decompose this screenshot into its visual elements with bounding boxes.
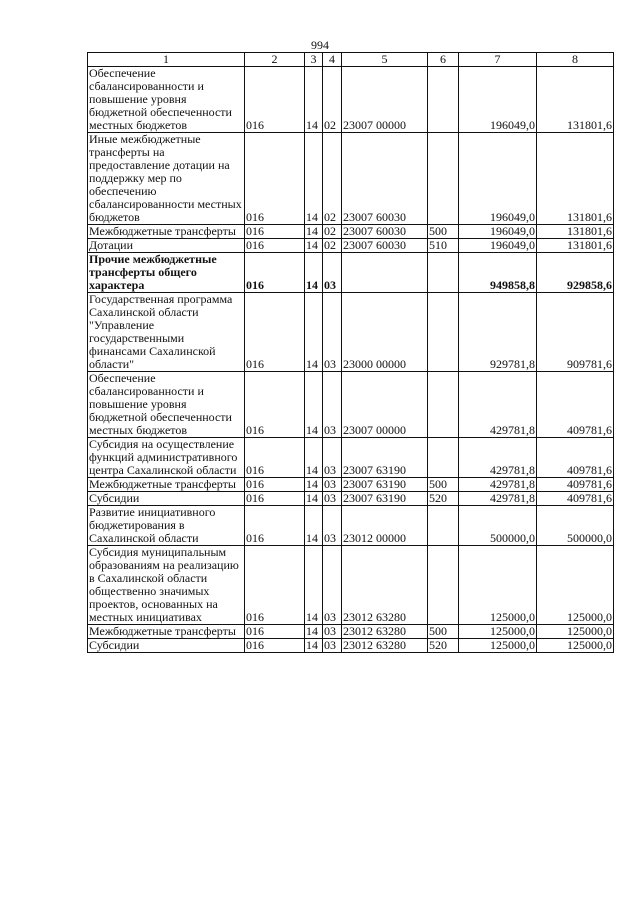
- table-row: [88, 253, 614, 293]
- row-ministry-code: 016: [245, 239, 305, 253]
- row-name: Субсидия на осуществление функций административного центра Сахалинской области: [88, 438, 245, 478]
- row-ministry-code: 016: [245, 492, 305, 506]
- table-row: [88, 372, 614, 438]
- row-target-code: 23007 63190: [342, 438, 428, 478]
- row-ministry-code: 016: [245, 546, 305, 625]
- table-row: [88, 506, 614, 546]
- row-expense-type-code: 500: [428, 625, 459, 639]
- table-row: [88, 478, 614, 492]
- row-name: Субсидии: [88, 492, 245, 506]
- row-amount-year-1: 429781,8: [459, 492, 537, 506]
- row-expense-type-code: [428, 133, 459, 225]
- row-name: Межбюджетные трансферты: [88, 478, 245, 492]
- table-row: [88, 67, 614, 133]
- row-expense-type-code: 520: [428, 639, 459, 653]
- table-row: [88, 492, 614, 506]
- row-amount-year-2: 131801,6: [537, 67, 614, 133]
- row-expense-type-code: [428, 372, 459, 438]
- row-ministry-code: 016: [245, 438, 305, 478]
- row-section-code: 14: [305, 225, 323, 239]
- row-target-code: 23012 00000: [342, 506, 428, 546]
- row-amount-year-2: 125000,0: [537, 639, 614, 653]
- row-amount-year-1: 196049,0: [459, 225, 537, 239]
- row-expense-type-code: 500: [428, 478, 459, 492]
- row-amount-year-2: 909781,6: [537, 293, 614, 372]
- table-row: [88, 239, 614, 253]
- row-section-code: 14: [305, 625, 323, 639]
- row-section-code: 14: [305, 293, 323, 372]
- row-subsection-code: 03: [323, 293, 342, 372]
- row-subsection-code: 03: [323, 372, 342, 438]
- table-row: [88, 133, 614, 225]
- row-name: Межбюджетные трансферты: [88, 225, 245, 239]
- row-subsection-code: 03: [323, 506, 342, 546]
- row-amount-year-2: 125000,0: [537, 546, 614, 625]
- row-amount-year-2: 929858,6: [537, 253, 614, 293]
- row-name: Иные межбюджетные трансферты на предоставление дотации на поддержку мер по обеспечению сбалансированности местных бюджетов: [88, 133, 245, 225]
- row-target-code: 23007 60030: [342, 225, 428, 239]
- row-ministry-code: 016: [245, 133, 305, 225]
- row-target-code: 23000 00000: [342, 293, 428, 372]
- row-target-code: 23007 00000: [342, 67, 428, 133]
- row-amount-year-2: 409781,6: [537, 478, 614, 492]
- row-name: Государственная программа Сахалинской области "Управление государственными финансами Сахалинской области": [88, 293, 245, 372]
- row-amount-year-2: 131801,6: [537, 133, 614, 225]
- row-expense-type-code: [428, 293, 459, 372]
- row-subsection-code: 02: [323, 133, 342, 225]
- row-expense-type-code: 500: [428, 225, 459, 239]
- row-ministry-code: 016: [245, 225, 305, 239]
- header-row: [88, 53, 614, 67]
- col-header: 8: [537, 53, 614, 67]
- row-section-code: 14: [305, 253, 323, 293]
- row-target-code: 23012 63280: [342, 546, 428, 625]
- row-ministry-code: 016: [245, 625, 305, 639]
- row-target-code: 23012 63280: [342, 625, 428, 639]
- table-row: [88, 625, 614, 639]
- row-target-code: [342, 253, 428, 293]
- row-amount-year-1: 949858,8: [459, 253, 537, 293]
- row-amount-year-1: 429781,8: [459, 438, 537, 478]
- row-name: Субсидии: [88, 639, 245, 653]
- row-name: Дотации: [88, 239, 245, 253]
- row-amount-year-2: 131801,6: [537, 239, 614, 253]
- row-ministry-code: 016: [245, 293, 305, 372]
- col-header: 7: [459, 53, 537, 67]
- row-expense-type-code: [428, 253, 459, 293]
- row-section-code: 14: [305, 546, 323, 625]
- row-subsection-code: 03: [323, 478, 342, 492]
- row-subsection-code: 02: [323, 239, 342, 253]
- row-ministry-code: 016: [245, 478, 305, 492]
- row-target-code: 23007 00000: [342, 372, 428, 438]
- col-header: 4: [323, 53, 342, 67]
- row-amount-year-2: 131801,6: [537, 225, 614, 239]
- row-subsection-code: 03: [323, 438, 342, 478]
- col-header: 2: [245, 53, 305, 67]
- row-section-code: 14: [305, 478, 323, 492]
- row-amount-year-1: 500000,0: [459, 506, 537, 546]
- budget-table: [87, 52, 614, 653]
- row-section-code: 14: [305, 133, 323, 225]
- table-row: [88, 639, 614, 653]
- row-section-code: 14: [305, 438, 323, 478]
- row-amount-year-1: 125000,0: [459, 625, 537, 639]
- row-ministry-code: 016: [245, 506, 305, 546]
- row-amount-year-2: 500000,0: [537, 506, 614, 546]
- col-header: 3: [305, 53, 323, 67]
- row-ministry-code: 016: [245, 67, 305, 133]
- col-header: 5: [342, 53, 428, 67]
- page-number: 994: [311, 38, 329, 52]
- row-section-code: 14: [305, 639, 323, 653]
- row-section-code: 14: [305, 492, 323, 506]
- table-row: [88, 546, 614, 625]
- row-name: Развитие инициативного бюджетирования в Сахалинской области: [88, 506, 245, 546]
- row-amount-year-1: 929781,8: [459, 293, 537, 372]
- row-expense-type-code: 510: [428, 239, 459, 253]
- table-row: [88, 438, 614, 478]
- row-amount-year-1: 196049,0: [459, 67, 537, 133]
- table-row: [88, 293, 614, 372]
- row-subsection-code: 03: [323, 253, 342, 293]
- row-ministry-code: 016: [245, 372, 305, 438]
- row-ministry-code: 016: [245, 253, 305, 293]
- row-amount-year-1: 429781,8: [459, 478, 537, 492]
- row-amount-year-1: 196049,0: [459, 239, 537, 253]
- row-amount-year-2: 409781,6: [537, 372, 614, 438]
- row-ministry-code: 016: [245, 639, 305, 653]
- row-expense-type-code: [428, 506, 459, 546]
- row-subsection-code: 03: [323, 546, 342, 625]
- row-expense-type-code: 520: [428, 492, 459, 506]
- row-amount-year-1: 125000,0: [459, 639, 537, 653]
- row-amount-year-2: 409781,6: [537, 438, 614, 478]
- row-name: Прочие межбюджетные трансферты общего характера: [88, 253, 245, 293]
- row-section-code: 14: [305, 372, 323, 438]
- row-subsection-code: 03: [323, 492, 342, 506]
- row-expense-type-code: [428, 546, 459, 625]
- row-subsection-code: 03: [323, 639, 342, 653]
- row-amount-year-1: 196049,0: [459, 133, 537, 225]
- table-row: [88, 225, 614, 239]
- row-target-code: 23012 63280: [342, 639, 428, 653]
- row-subsection-code: 02: [323, 67, 342, 133]
- row-expense-type-code: [428, 67, 459, 133]
- row-section-code: 14: [305, 67, 323, 133]
- row-expense-type-code: [428, 438, 459, 478]
- row-target-code: 23007 60030: [342, 133, 428, 225]
- row-amount-year-1: 125000,0: [459, 546, 537, 625]
- row-section-code: 14: [305, 506, 323, 546]
- row-target-code: 23007 63190: [342, 478, 428, 492]
- col-header: 1: [88, 53, 245, 67]
- row-subsection-code: 03: [323, 625, 342, 639]
- col-header: 6: [428, 53, 459, 67]
- row-amount-year-1: 429781,8: [459, 372, 537, 438]
- row-subsection-code: 02: [323, 225, 342, 239]
- row-amount-year-2: 409781,6: [537, 492, 614, 506]
- row-amount-year-2: 125000,0: [537, 625, 614, 639]
- row-name: Обеспечение сбалансированности и повышение уровня бюджетной обеспеченности местных бюджетов: [88, 372, 245, 438]
- row-target-code: 23007 63190: [342, 492, 428, 506]
- row-name: Обеспечение сбалансированности и повышение уровня бюджетной обеспеченности местных бюджетов: [88, 67, 245, 133]
- row-section-code: 14: [305, 239, 323, 253]
- row-name: Межбюджетные трансферты: [88, 625, 245, 639]
- row-name: Субсидия муниципальным образованиям на реализацию в Сахалинской области общественно значимых проектов, основанных на местных инициативах: [88, 546, 245, 625]
- row-target-code: 23007 60030: [342, 239, 428, 253]
